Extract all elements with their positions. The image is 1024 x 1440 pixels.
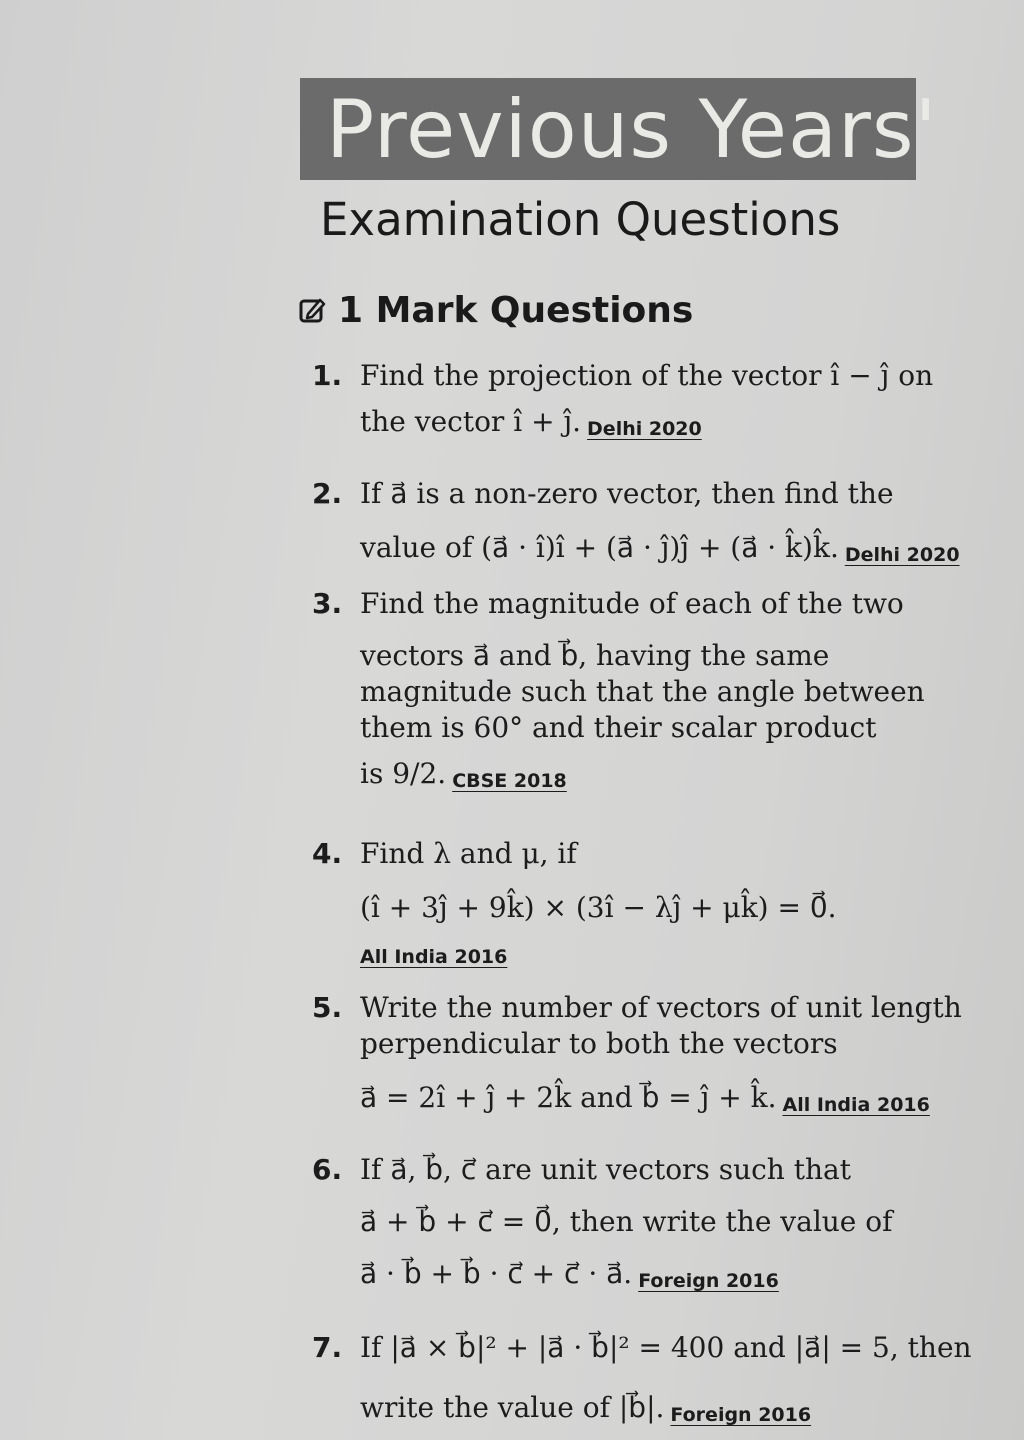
question-text-line: them is 60° and their scalar product bbox=[360, 711, 877, 744]
question-text-line: vectors a⃗ and b⃗, having the same bbox=[360, 639, 830, 672]
question-5 bbox=[312, 990, 982, 1123]
question-2 bbox=[312, 476, 982, 573]
source-tag: Delhi 2020 bbox=[587, 418, 702, 440]
question-number: 5. bbox=[312, 991, 343, 1024]
question-number: 1. bbox=[312, 359, 343, 392]
question-text-line: the vector î + ĵ. bbox=[360, 405, 582, 438]
page-title: Previous Years' bbox=[326, 83, 938, 176]
question-text-line: Find the projection of the vector î − ĵ on bbox=[360, 359, 934, 392]
question-6 bbox=[312, 1152, 982, 1299]
question-text-line: is 9/2. bbox=[360, 757, 447, 790]
question-text-line: a⃗ + b⃗ + c⃗ = 0⃗, then write the value of bbox=[360, 1205, 893, 1238]
question-number: 3. bbox=[312, 587, 343, 620]
question-number: 2. bbox=[312, 477, 343, 510]
question-text-line: perpendicular to both the vectors bbox=[360, 1027, 838, 1060]
question-4 bbox=[312, 836, 982, 975]
question-text-line: Find the magnitude of each of the two bbox=[360, 587, 904, 620]
question-text-line: Find λ and μ, if bbox=[360, 837, 577, 870]
question-number: 7. bbox=[312, 1331, 343, 1364]
question-7 bbox=[312, 1330, 982, 1433]
question-text-line: a⃗ · b⃗ + b⃗ · c⃗ + c⃗ · a⃗. bbox=[360, 1257, 633, 1290]
question-text-line: If a⃗ is a non-zero vector, then find the bbox=[360, 477, 894, 510]
section-title: 1 Mark Questions bbox=[338, 290, 694, 331]
question-3 bbox=[312, 586, 982, 799]
source-tag: Foreign 2016 bbox=[638, 1270, 779, 1292]
page-subtitle: Examination Questions bbox=[320, 193, 841, 246]
question-text-line: If |a⃗ × b⃗|² + |a⃗ · b⃗|² = 400 and |a⃗| = 5, then bbox=[360, 1331, 972, 1364]
question-number: 4. bbox=[312, 837, 343, 870]
question-text-line: magnitude such that the angle between bbox=[360, 675, 925, 708]
source-tag: CBSE 2018 bbox=[452, 770, 567, 792]
source-tag: All India 2016 bbox=[360, 946, 508, 968]
question-text-line: a⃗ = 2î + ĵ + 2k̂ and b⃗ = ĵ + k̂. bbox=[360, 1081, 777, 1114]
question-text-line: Write the number of vectors of unit length bbox=[360, 991, 962, 1024]
source-tag: All India 2016 bbox=[782, 1094, 930, 1116]
question-1 bbox=[312, 358, 982, 447]
question-text-line: write the value of |b⃗|. bbox=[360, 1391, 665, 1424]
source-tag: Delhi 2020 bbox=[844, 544, 960, 566]
question-number: 6. bbox=[312, 1153, 343, 1186]
source-tag: Foreign 2016 bbox=[670, 1404, 812, 1426]
question-text-line: If a⃗, b⃗, c⃗ are unit vectors such that bbox=[360, 1153, 851, 1186]
question-text-line: (î + 3ĵ + 9k̂) × (3î − λĵ + μk̂) = 0⃗. bbox=[360, 891, 837, 924]
question-text-line: value of (a⃗ · î)î + (a⃗ · ĵ)ĵ + (a⃗ · k̂)k̂. bbox=[360, 531, 839, 564]
edit-square-icon bbox=[298, 296, 326, 324]
